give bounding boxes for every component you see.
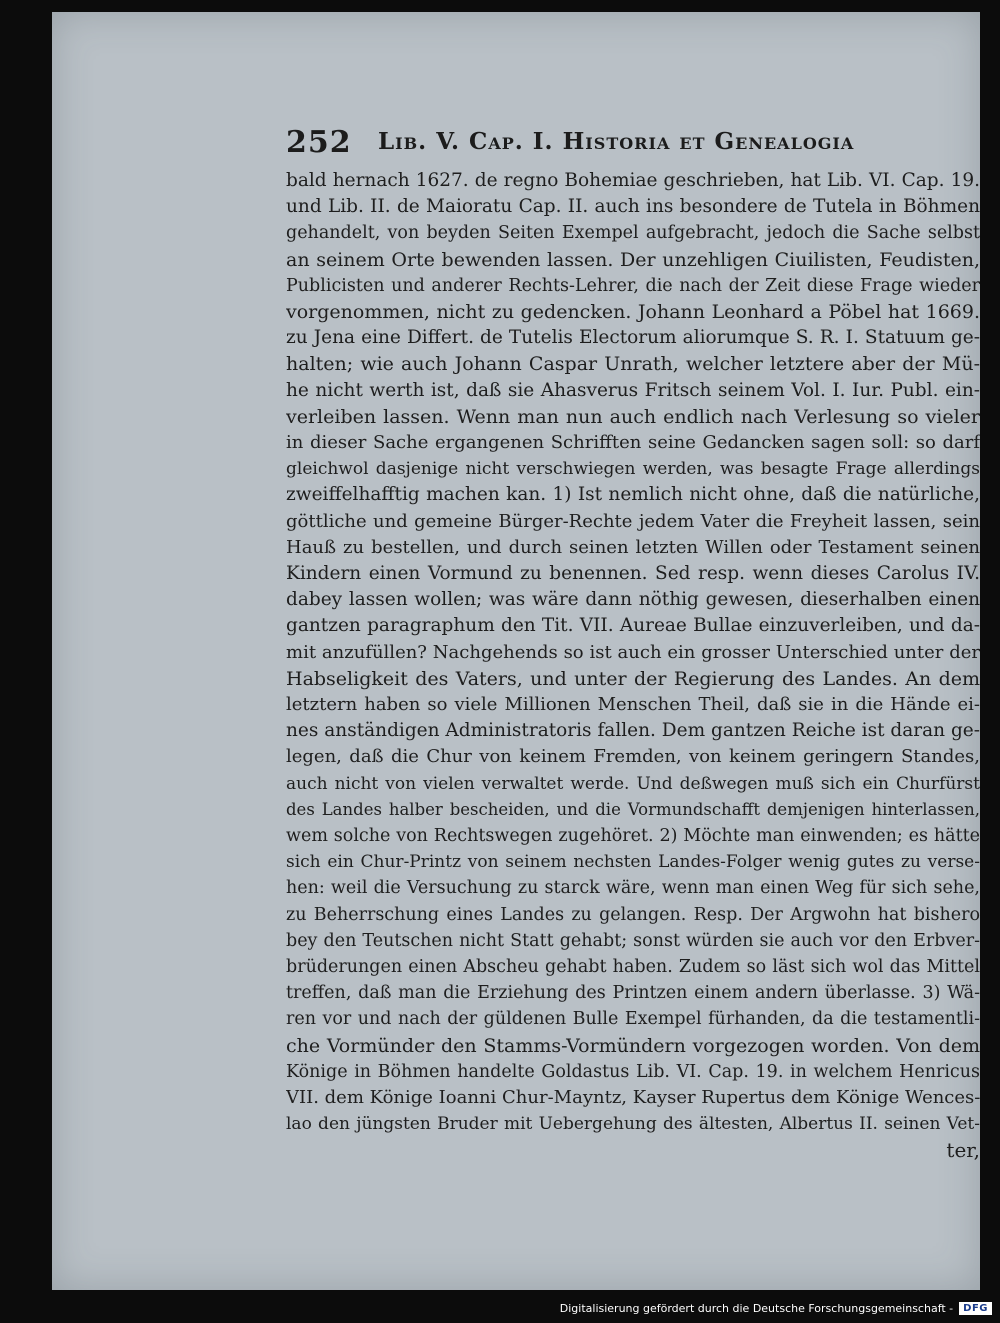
text-line: gantzen paragraphum den Tit. VII. Aureae Bullae einzuverleiben, und da- — [286, 615, 980, 637]
text-line: gehandelt, von beyden Seiten Exempel aufgebracht, jedoch die Sache selbst — [286, 223, 980, 244]
text-line: wem solche von Rechtswegen zugehöret. 2) Möchte man einwenden; es hätte — [286, 826, 980, 846]
text-line: Hauß zu bestellen, und durch seinen letzten Willen oder Testament seinen — [286, 536, 980, 558]
text-line: vorgenommen, nicht zu gedencken. Johann Leonhard a Pöbel hat 1669. — [286, 301, 980, 323]
text-line: bald hernach 1627. de regno Bohemiae geschrieben, hat Lib. VI. Cap. 19. — [286, 170, 980, 191]
text-line: dabey lassen wollen; was wäre dann nöthig gewesen, dieserhalben einen — [286, 589, 980, 611]
footer — [560, 1295, 992, 1321]
text-line: und Lib. II. de Maioratu Cap. II. auch ins besondere de Tutela in Böhmen — [286, 196, 980, 218]
text-line: sich ein Chur-Printz von seinem nechsten Landes-Folger wenig gutes zu verse- — [286, 852, 980, 873]
text-line: letztern haben so viele Millionen Menschen Theil, daß sie in die Hände ei- — [286, 694, 980, 715]
text-line: ter, — [946, 1138, 980, 1163]
text-line: VII. dem Könige Ioanni Chur-Mayntz, Kayser Rupertus dem Könige Wences- — [286, 1087, 980, 1108]
page-number: 252 — [286, 125, 352, 160]
text-line: zweiffelhafftig machen kan. 1) Ist nemlich nicht ohne, daß die natürliche, — [286, 484, 980, 506]
text-line: Publicisten und anderer Rechts-Lehrer, die nach der Zeit diese Frage wieder — [286, 275, 980, 296]
text-line: ren vor und nach der güldenen Bulle Exempel fürhanden, da die testamentli- — [286, 1009, 980, 1030]
running-head: Lib. V. Cap. I. Historia et Genealogia — [378, 128, 855, 155]
text-line: che Vormünder den Stamms-Vormündern vorgezogen worden. Von dem — [286, 1034, 980, 1057]
text-line: legen, daß die Chur von keinem Fremden, von keinem geringern Standes, — [286, 746, 980, 768]
text-line: göttliche und gemeine Bürger-Rechte jedem Vater die Freyheit lassen, sein — [286, 510, 980, 532]
text-line: zu Jena eine Differt. de Tutelis Electorum aliorumque S. R. I. Statuum ge- — [286, 327, 980, 349]
text-line: gleichwol dasjenige nicht verschwiegen werden, was besagte Frage allerdings — [286, 459, 980, 480]
text-line: Kindern einen Vormund zu benennen. Sed resp. wenn dieses Carolus IV. — [286, 563, 980, 584]
text-line: mit anzufüllen? Nachgehends so ist auch ein grosser Unterschied unter der — [286, 641, 980, 663]
text-line: an seinem Orte bewenden lassen. Der unzehligen Ciuilisten, Feudisten, — [286, 248, 980, 271]
text-line: in dieser Sache ergangenen Schrifften seine Gedancken sagen soll: so darf — [286, 432, 980, 453]
page-header — [286, 125, 882, 159]
text-line: bey den Teutschen nicht Statt gehabt; sonst würden sie auch vor den Erbver- — [286, 930, 980, 951]
text-line: zu Beherrschung eines Landes zu gelangen. Resp. Der Argwohn hat bishero — [286, 904, 980, 925]
text-line: he nicht werth ist, daß sie Ahasverus Fritsch seinem Vol. I. Iur. Publ. ein- — [286, 379, 980, 401]
footer-credit: Digitalisierung gefördert durch die Deutsche Forschungsgemeinschaft - — [559, 1301, 954, 1315]
text-line: Habseligkeit des Vaters, und unter der Regierung des Landes. An dem — [286, 667, 980, 690]
text-line: verleiben lassen. Wenn man nun auch endlich nach Verlesung so vieler — [286, 405, 980, 428]
book-page — [52, 12, 980, 1290]
text-line: halten; wie auch Johann Caspar Unrath, welcher letztere aber der Mü- — [286, 353, 980, 376]
dfg-logo: DFG — [959, 1302, 992, 1315]
text-line: lao den jüngsten Bruder mit Uebergehung des ältesten, Albertus II. seinen Vet- — [286, 1114, 980, 1135]
text-line: nes anständigen Administratoris fallen. Dem gantzen Reiche ist daran ge- — [286, 720, 980, 742]
text-line: treffen, daß man die Erziehung des Printzen einem andern überlasse. 3) Wä- — [286, 983, 980, 1004]
text-line: auch nicht von vielen verwaltet werde. Und deßwegen muß sich ein Churfürst — [286, 773, 980, 794]
text-line: brüderungen einen Abscheu gehabt haben. Zudem so läst sich wol das Mittel — [286, 957, 980, 977]
text-line: Könige in Böhmen handelte Goldastus Lib. VI. Cap. 19. in welchem Henricus — [286, 1061, 980, 1082]
text-line: hen: weil die Versuchung zu starck wäre, wenn man einen Weg für sich sehe, — [286, 878, 980, 899]
text-line: des Landes halber bescheiden, und die Vormundschafft demjenigen hinterlassen, — [286, 799, 980, 819]
